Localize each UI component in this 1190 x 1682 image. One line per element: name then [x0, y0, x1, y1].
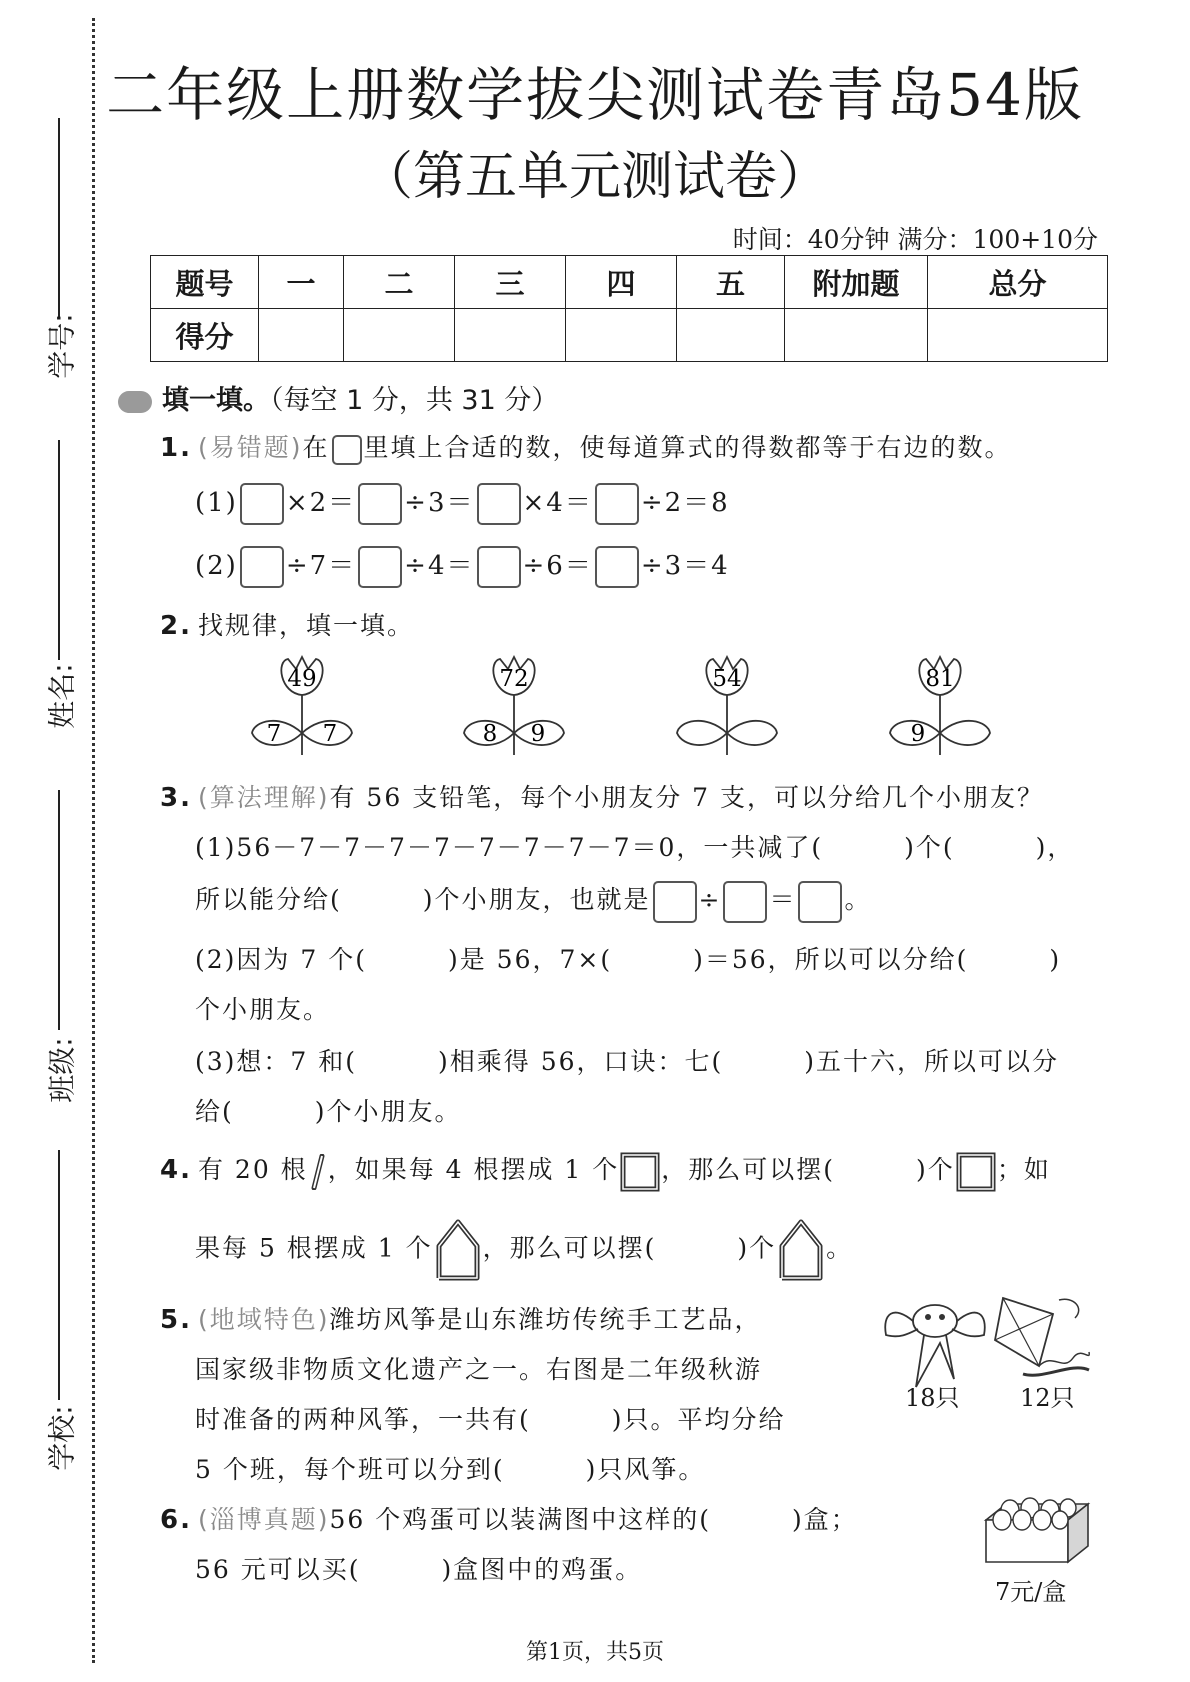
q1-l1-label: (1) — [195, 488, 238, 518]
section-1-badge — [118, 391, 152, 413]
answer-box[interactable] — [240, 546, 284, 588]
q5-line-4: 5 个班，每个班可以分到( )只风筝。 — [195, 1455, 706, 1484]
section-1-title: 填一填。 — [162, 385, 270, 416]
flower-right-number: 7 — [322, 721, 338, 747]
class-label: 班级: — [45, 1037, 79, 1103]
kite-1-count: 18只 — [905, 1384, 960, 1412]
answer-box[interactable] — [653, 881, 697, 923]
q1-l2-op: ÷7＝ — [285, 551, 357, 581]
flower-top-number: 49 — [287, 666, 317, 692]
q5-line-1 — [160, 1300, 762, 1336]
q4-text: ；如 — [996, 1155, 1051, 1184]
page-footer: 第1页，共5页 — [526, 1640, 664, 1665]
flower-left-number: 8 — [482, 721, 498, 747]
answer-box[interactable] — [358, 483, 402, 525]
score-input-cell[interactable] — [259, 309, 344, 362]
q3-part3-line1: (3)想：7 和( )相乘得 56，口诀：七( )五十六，所以可以分 — [195, 1047, 1060, 1076]
q3-stem — [160, 778, 1044, 814]
q1-number: 1. — [160, 433, 192, 463]
kite-2-count: 12只 — [1020, 1384, 1075, 1412]
q2-number: 2. — [160, 611, 192, 641]
diamond-kite-icon — [993, 1292, 1093, 1382]
section-1-note: （每空 1 分，共 31 分） — [270, 385, 559, 416]
answer-box[interactable] — [240, 483, 284, 525]
q4-number: 4. — [160, 1155, 192, 1185]
q1-l2-op: ÷3＝4 — [640, 551, 730, 581]
answer-box[interactable] — [723, 881, 767, 923]
q4-line-1 — [160, 1150, 1051, 1193]
flower-left-number: 7 — [266, 721, 282, 747]
q5-line-3: 时准备的两种风筝，一共有( )只。平均分给 — [195, 1405, 786, 1434]
q1-text-b: 里填上合适的数，使每道算式的得数都等于右边的数。 — [363, 433, 1012, 462]
q4-text: ，那么可以摆( )个 — [482, 1233, 777, 1263]
q3-period: 。 — [844, 885, 872, 914]
answer-box[interactable] — [798, 881, 842, 923]
cut-line — [92, 18, 95, 1663]
q5-tag: (地域特色) — [197, 1305, 330, 1334]
flower-blank-leaf[interactable] — [727, 721, 777, 745]
score-input-cell[interactable] — [455, 309, 566, 362]
q5-text: 潍坊风筝是山东潍坊传统手工艺品， — [329, 1305, 762, 1334]
score-header-cell: 四 — [566, 256, 677, 309]
stick-square-icon — [955, 1151, 997, 1193]
q1-l2-op: ÷4＝ — [404, 551, 475, 581]
flower-blank-leaf[interactable] — [677, 721, 727, 745]
score-header-cell: 三 — [455, 256, 566, 309]
answer-box[interactable] — [358, 546, 402, 588]
answer-box-icon — [332, 435, 362, 465]
score-value-row — [151, 309, 1108, 362]
section-1-heading — [118, 378, 558, 417]
q3-part2-line2: 个小朋友。 — [195, 995, 331, 1024]
answer-box[interactable] — [595, 546, 639, 588]
q4-text: 。 — [826, 1233, 854, 1263]
q6-line-2: 56 元可以买( )盒图中的鸡蛋。 — [195, 1555, 643, 1584]
q1-line-2 — [195, 545, 730, 588]
flower-top-number: 72 — [499, 666, 529, 692]
q5-number: 5. — [160, 1305, 192, 1335]
school-label: 学校: — [45, 1405, 79, 1471]
q4-text: ，如果每 4 根摆成 1 个 — [327, 1155, 620, 1184]
score-header-cell: 题号 — [151, 256, 259, 309]
answer-box[interactable] — [477, 483, 521, 525]
q5-line-2: 国家级非物质文化遗产之一。右图是二年级秋游 — [195, 1355, 763, 1384]
page-title: 二年级上册数学拔尖测试卷青岛54版 — [106, 61, 1084, 129]
q6-number: 6. — [160, 1505, 192, 1535]
flower-4 — [890, 657, 990, 755]
flower-left-number: 9 — [910, 721, 926, 747]
q1-text-a: 在 — [302, 433, 330, 462]
q3-number: 3. — [160, 783, 192, 813]
score-input-cell[interactable] — [566, 309, 677, 362]
score-header-cell: 一 — [259, 256, 344, 309]
flower-top-number: 81 — [925, 666, 955, 692]
egg-box-icon — [982, 1490, 1092, 1568]
score-header-row — [151, 256, 1108, 309]
score-input-cell[interactable] — [677, 309, 785, 362]
q4-text: 有 20 根 — [197, 1155, 308, 1184]
egg-price: 7元/盒 — [995, 1578, 1067, 1606]
q3-text: 有 56 支铅笔，每个小朋友分 7 支，可以分给几个小朋友？ — [329, 783, 1044, 812]
q2-text: 找规律，填一填。 — [197, 611, 414, 640]
q1-line-1 — [195, 482, 730, 525]
school-line — [58, 1150, 60, 1400]
page-subtitle: （第五单元测试卷） — [360, 147, 829, 207]
q3-tag: (算法理解) — [197, 783, 330, 812]
stick-house-icon — [433, 1218, 483, 1282]
stick-icon — [308, 1154, 328, 1190]
q1-l1-op: ÷2＝8 — [640, 488, 730, 518]
flower-blank-leaf[interactable] — [940, 721, 990, 745]
q3-part1-line1: (1)56－7－7－7－7－7－7－7－7＝0，一共减了( )个( )， — [195, 833, 1075, 862]
score-table — [150, 255, 1108, 362]
name-line — [58, 440, 60, 660]
q3-part1-line2 — [195, 880, 872, 923]
q3-part3-line2: 给( )个小朋友。 — [195, 1097, 462, 1126]
stick-square-icon — [619, 1151, 661, 1193]
class-line — [58, 790, 60, 1030]
q1-l2-op: ÷6＝ — [522, 551, 593, 581]
answer-box[interactable] — [595, 483, 639, 525]
q4-line-2 — [195, 1218, 853, 1282]
flower-top-number: 54 — [712, 666, 742, 692]
score-header-cell: 附加题 — [785, 256, 928, 309]
score-header-cell: 二 — [344, 256, 455, 309]
q3-divide-sign: ÷ — [698, 885, 722, 914]
flower-2 — [464, 657, 564, 755]
score-row-label: 得分 — [151, 309, 259, 362]
fish-kite-icon — [880, 1295, 990, 1390]
q4-text: 果每 5 根摆成 1 个 — [195, 1233, 433, 1263]
q1-stem — [160, 428, 1012, 465]
score-input-cell[interactable] — [785, 309, 928, 362]
time-score-info: 时间：40分钟 满分：100+10分 — [732, 225, 1098, 254]
q4-text: ，那么可以摆( )个 — [661, 1155, 955, 1184]
q1-l1-op: ×4＝ — [522, 488, 593, 518]
q6-line-1 — [160, 1500, 858, 1536]
flower-3 — [677, 657, 777, 755]
q3-equal-sign: ＝ — [769, 885, 797, 914]
q6-tag: (淄博真题) — [197, 1505, 330, 1534]
q3-p1b-text: 所以能分给( )个小朋友，也就是 — [195, 885, 651, 914]
q1-l1-op: ×2＝ — [285, 488, 357, 518]
q2-stem — [160, 606, 414, 642]
q3-part2-line1: (2)因为 7 个( )是 56，7×( )＝56，所以可以分给( ) — [195, 945, 1062, 974]
score-header-cell: 总分 — [928, 256, 1108, 309]
stick-house-icon — [776, 1218, 826, 1282]
score-header-cell: 五 — [677, 256, 785, 309]
name-label: 姓名: — [45, 663, 79, 729]
flower-1 — [252, 657, 352, 755]
q1-l1-op: ÷3＝ — [404, 488, 475, 518]
flower-pattern — [250, 655, 1040, 760]
score-input-cell[interactable] — [344, 309, 455, 362]
flower-right-number: 9 — [530, 721, 546, 747]
q1-tag: (易错题) — [197, 433, 303, 462]
student-id-label: 学号: — [45, 313, 79, 379]
answer-box[interactable] — [477, 546, 521, 588]
score-input-cell[interactable] — [928, 309, 1108, 362]
q1-l2-label: (2) — [195, 551, 238, 581]
q6-text: 56 个鸡蛋可以装满图中这样的( )盒； — [329, 1505, 858, 1534]
